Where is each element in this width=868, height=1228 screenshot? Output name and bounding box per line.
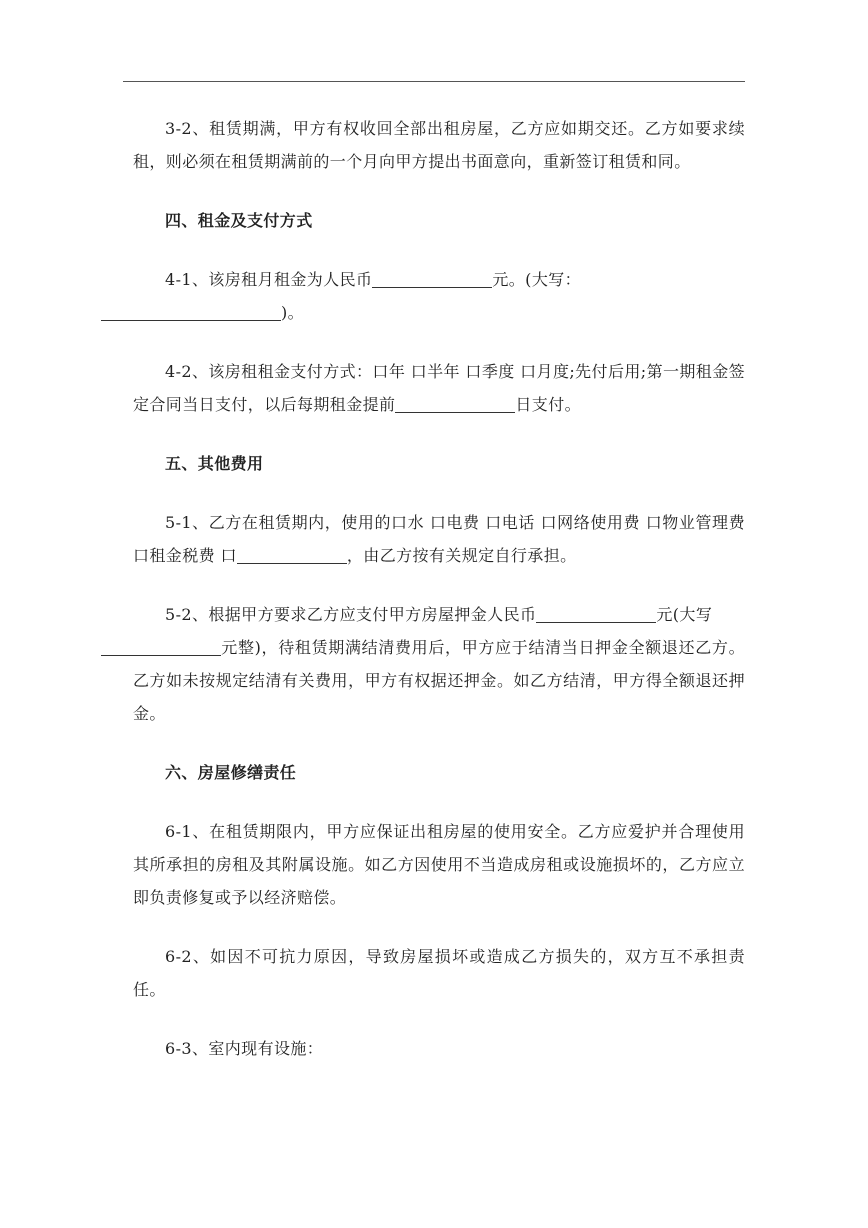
- clause-5-2-text-c: 元整)，待租赁期满结清费用后，甲方应于结清当日押金全额退还乙方。乙方如未按规定结清有关费用，甲方有权据还押金。如乙方结清，甲方得全额退还押金。: [133, 638, 745, 723]
- clause-4-1: [133, 263, 745, 329]
- deposit-amount-blank[interactable]: [536, 604, 656, 623]
- clause-4-2-text-a: 4-2、该房租租金支付方式：口年 口半年 口季度 口月度;先付后用;第一期租金签定合同当日支付，以后每期租金提前: [133, 362, 745, 414]
- clause-6-1-text: 6-1、在租赁期限内，甲方应保证出租房屋的使用安全。乙方应爱护并合理使用其所承担的房租及其附属设施。如乙方因使用不当造成房租或设施损坏的，乙方应立即负责修复或予以经济赔偿。: [133, 822, 745, 907]
- clause-3-2: [133, 112, 745, 178]
- clause-5-2-text-a: 5-2、根据甲方要求乙方应支付甲方房屋押金人民币: [165, 605, 537, 624]
- clause-4-1-text-a: 4-1、该房租月租金为人民币: [165, 270, 373, 289]
- clause-3-2-text: 3-2、租赁期满，甲方有权收回全部出租房屋，乙方应如期交还。乙方如要求续租，则必须在租赁期满前的一个月向甲方提出书面意向，重新签订租赁和同。: [133, 119, 745, 171]
- clause-4-2: [133, 355, 745, 421]
- other-fee-blank[interactable]: [237, 545, 347, 564]
- monthly-rent-blank[interactable]: [372, 269, 492, 288]
- clause-5-2: [133, 598, 745, 730]
- section-heading-4: 四、租金及支付方式: [165, 211, 313, 230]
- clause-4-1-text-b: 元。(大写：: [492, 270, 582, 289]
- section-heading-5: 五、其他费用: [165, 454, 264, 473]
- deposit-words-blank[interactable]: [101, 637, 221, 656]
- clause-5-1-text-b: ，由乙方按有关规定自行承担。: [346, 546, 577, 565]
- clause-4-1-text-c: )。: [281, 303, 305, 322]
- payment-advance-days-blank[interactable]: [395, 394, 515, 413]
- clause-6-3-text: 6-3、室内现有设施：: [165, 1039, 324, 1058]
- header-rule: [123, 81, 745, 82]
- section-heading-6: 六、房屋修缮责任: [165, 763, 297, 782]
- clause-6-2-text: 6-2、如因不可抗力原因，导致房屋损坏或造成乙方损失的，双方互不承担责任。: [133, 947, 745, 999]
- monthly-rent-words-blank[interactable]: [101, 302, 281, 321]
- clause-6-3: [133, 1032, 745, 1065]
- clause-4-2-text-b: 日支付。: [515, 395, 582, 414]
- clause-5-2-text-b: 元(大写: [656, 605, 713, 624]
- document-body: [133, 112, 745, 1091]
- clause-6-2: [133, 940, 745, 1006]
- clause-6-1: [133, 815, 745, 914]
- clause-5-1-text-a: 5-1、乙方在租赁期内，使用的口水 口电费 口电话 口网络使用费 口物业管理费 口租金税费 口: [133, 513, 745, 565]
- clause-5-1: [133, 506, 745, 572]
